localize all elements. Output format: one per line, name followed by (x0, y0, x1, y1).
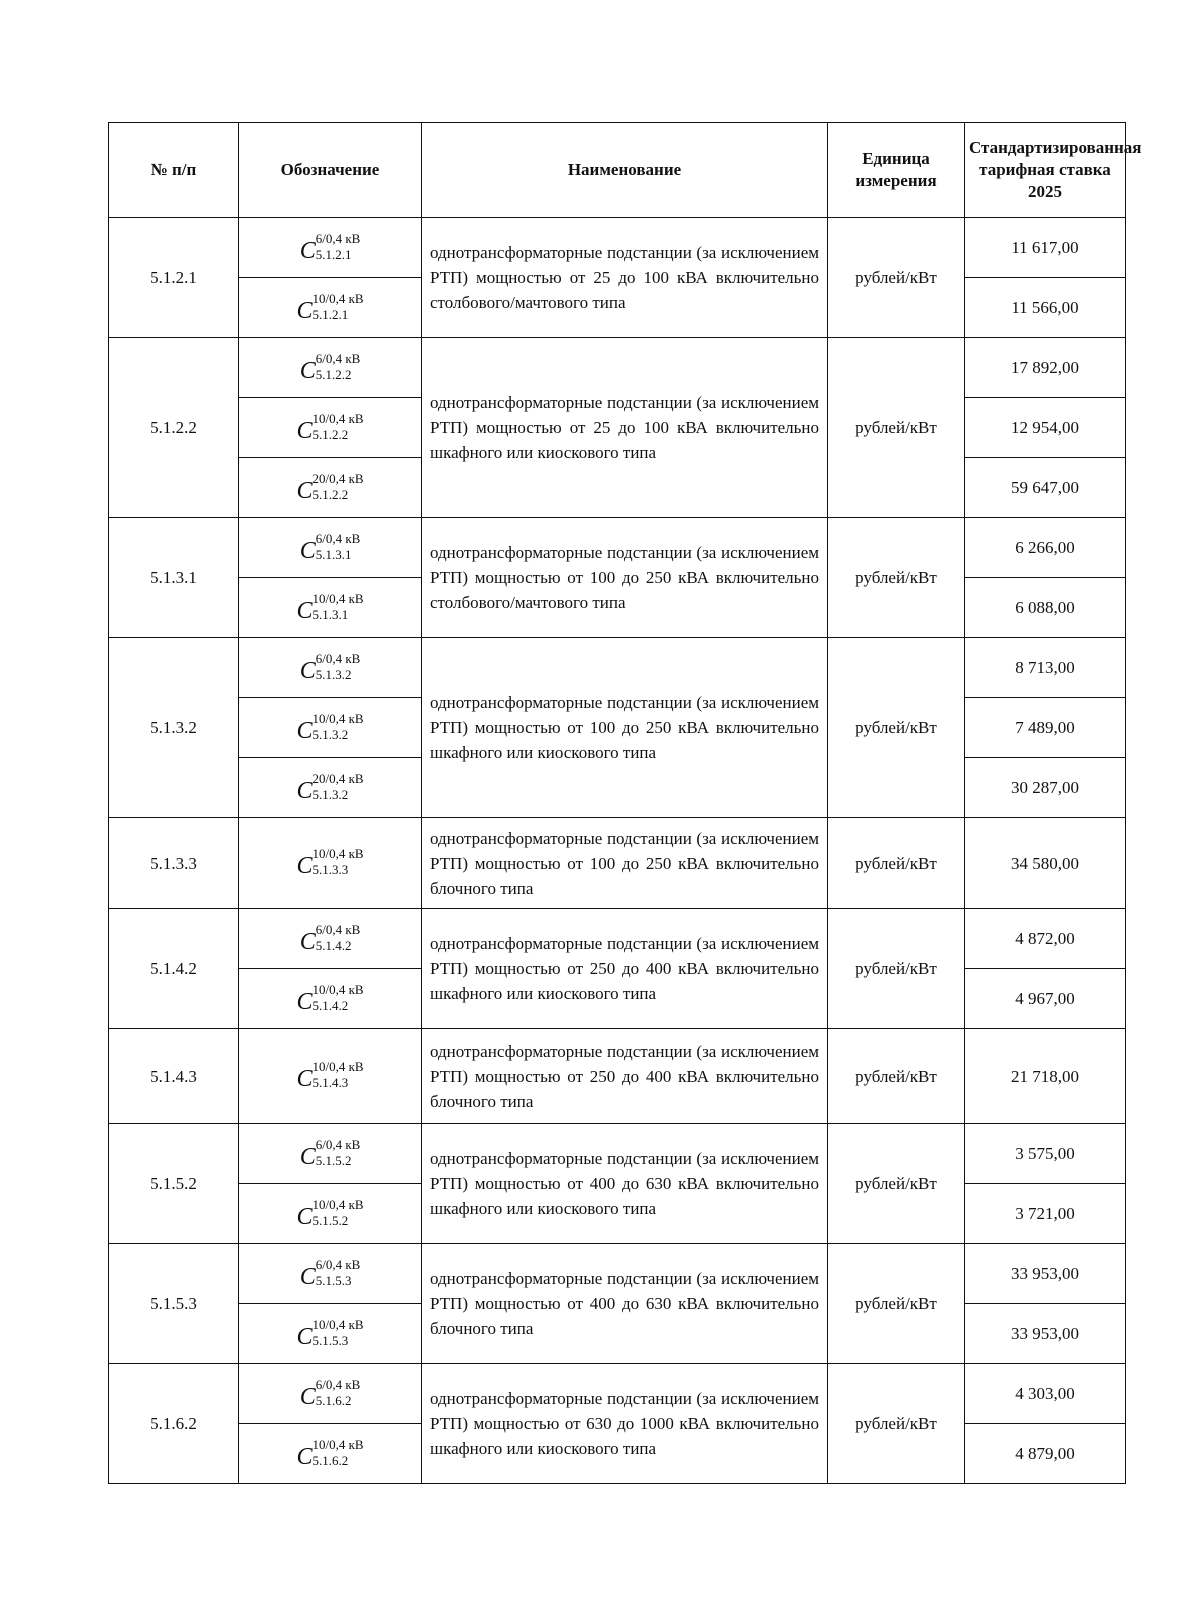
code-subscript: 5.1.6.2 (315, 1392, 352, 1408)
name-cell: однотрансформаторные подстанции (за исключением РТП) мощностью от 400 до 630 кВА включительно блочного типа (422, 1244, 828, 1364)
code-subscript: 5.1.4.2 (312, 997, 349, 1013)
rate-symbol (296, 845, 363, 881)
rate-value: 33 953,00 (965, 1244, 1126, 1304)
symbol-letter: C (296, 1066, 313, 1092)
code-subscript: 5.1.5.3 (312, 1332, 349, 1348)
voltage-superscript: 6/0,4 кВ (315, 1136, 361, 1152)
designation-cell (239, 1304, 422, 1364)
table-row (109, 218, 1126, 278)
rate-symbol (296, 981, 363, 1017)
row-number: 5.1.3.2 (109, 638, 239, 818)
rate-symbol (296, 770, 363, 806)
voltage-superscript: 6/0,4 кВ (315, 650, 361, 666)
rate-value: 59 647,00 (965, 458, 1126, 518)
code-subscript: 5.1.3.2 (312, 726, 349, 742)
rate-value: 8 713,00 (965, 638, 1126, 698)
rate-value: 21 718,00 (965, 1029, 1126, 1124)
designation-cell (239, 578, 422, 638)
designation-cell (239, 458, 422, 518)
symbol-letter: C (299, 237, 316, 264)
code-subscript: 5.1.4.3 (312, 1075, 349, 1090)
rate-value: 7 489,00 (965, 698, 1126, 758)
code-subscript: 5.1.6.2 (312, 1452, 349, 1468)
table-row (109, 338, 1126, 398)
symbol-letter: C (296, 417, 313, 444)
row-number: 5.1.3.3 (109, 818, 239, 909)
unit-cell: рублей/кВт (828, 518, 965, 638)
code-subscript: 5.1.3.2 (312, 786, 349, 802)
voltage-superscript: 20/0,4 кВ (312, 770, 364, 786)
code-subscript: 5.1.4.2 (315, 937, 352, 953)
header-designation: Обозначение (239, 123, 422, 218)
unit-cell: рублей/кВт (828, 338, 965, 518)
rate-symbol (300, 650, 361, 686)
voltage-superscript: 10/0,4 кВ (312, 981, 364, 997)
rate-value: 3 721,00 (965, 1184, 1126, 1244)
code-subscript: 5.1.2.2 (312, 486, 349, 502)
symbol-letter: C (296, 988, 313, 1015)
voltage-superscript: 20/0,4 кВ (312, 470, 364, 486)
symbol-letter: C (299, 1263, 316, 1290)
voltage-superscript: 6/0,4 кВ (315, 921, 361, 937)
designation-cell (239, 398, 422, 458)
symbol-letter: C (296, 853, 313, 879)
rate-value: 11 566,00 (965, 278, 1126, 338)
designation-cell (239, 1029, 422, 1124)
rate-symbol (300, 350, 361, 386)
voltage-superscript: 10/0,4 кВ (312, 410, 364, 426)
symbol-letter: C (299, 928, 316, 955)
table-row (109, 638, 1126, 698)
voltage-superscript: 10/0,4 кВ (312, 1316, 364, 1332)
unit-cell: рублей/кВт (828, 909, 965, 1029)
rate-symbol (296, 1436, 363, 1472)
rate-symbol (296, 1196, 363, 1232)
rate-symbol (300, 921, 361, 957)
voltage-superscript: 6/0,4 кВ (315, 530, 361, 546)
rate-symbol (300, 530, 361, 566)
rate-value: 12 954,00 (965, 398, 1126, 458)
voltage-superscript: 10/0,4 кВ (312, 1059, 364, 1074)
table-row (109, 1364, 1126, 1424)
header-num: № п/п (109, 123, 239, 218)
voltage-superscript: 6/0,4 кВ (315, 230, 361, 246)
rate-symbol (296, 710, 363, 746)
symbol-letter: C (296, 717, 313, 744)
symbol-letter: C (299, 657, 316, 684)
rate-symbol (296, 1058, 363, 1094)
designation-cell (239, 518, 422, 578)
row-number: 5.1.2.1 (109, 218, 239, 338)
name-cell: однотрансформаторные подстанции (за исключением РТП) мощностью от 100 до 250 кВА включительно блочного типа (422, 818, 828, 909)
code-subscript: 5.1.2.1 (315, 246, 352, 262)
symbol-letter: C (296, 477, 313, 504)
code-subscript: 5.1.5.3 (315, 1272, 352, 1288)
row-number: 5.1.5.3 (109, 1244, 239, 1364)
designation-cell (239, 218, 422, 278)
rate-value: 33 953,00 (965, 1304, 1126, 1364)
name-cell: однотрансформаторные подстанции (за исключением РТП) мощностью от 100 до 250 кВА включительно шкафного или киоскового типа (422, 638, 828, 818)
unit-cell: рублей/кВт (828, 1364, 965, 1484)
table-row (109, 818, 1126, 909)
voltage-superscript: 10/0,4 кВ (312, 1436, 364, 1452)
voltage-superscript: 10/0,4 кВ (312, 846, 364, 861)
row-number: 5.1.2.2 (109, 338, 239, 518)
row-number: 5.1.4.2 (109, 909, 239, 1029)
rate-value: 30 287,00 (965, 758, 1126, 818)
code-subscript: 5.1.3.3 (312, 862, 349, 877)
table-row (109, 909, 1126, 969)
code-subscript: 5.1.3.1 (315, 546, 352, 562)
symbol-letter: C (296, 1323, 313, 1350)
voltage-superscript: 10/0,4 кВ (312, 290, 364, 306)
designation-cell (239, 909, 422, 969)
rate-value: 34 580,00 (965, 818, 1126, 909)
unit-cell: рублей/кВт (828, 638, 965, 818)
designation-cell (239, 818, 422, 909)
table-row (109, 1244, 1126, 1304)
code-subscript: 5.1.2.2 (315, 366, 352, 382)
name-cell: однотрансформаторные подстанции (за исключением РТП) мощностью от 100 до 250 кВА включительно столбового/мачтового типа (422, 518, 828, 638)
name-cell: однотрансформаторные подстанции (за исключением РТП) мощностью от 25 до 100 кВА включительно столбового/мачтового типа (422, 218, 828, 338)
code-subscript: 5.1.2.1 (312, 306, 349, 322)
designation-cell (239, 698, 422, 758)
symbol-letter: C (296, 1443, 313, 1470)
symbol-letter: C (299, 1143, 316, 1170)
rate-value: 17 892,00 (965, 338, 1126, 398)
rate-value: 6 088,00 (965, 578, 1126, 638)
designation-cell (239, 1424, 422, 1484)
unit-cell: рублей/кВт (828, 1029, 965, 1124)
header-name: Наименование (422, 123, 828, 218)
header-rate: Стандартизированная тарифная ставка 2025 (965, 123, 1126, 218)
table-row (109, 518, 1126, 578)
rate-symbol (296, 470, 363, 506)
name-cell: однотрансформаторные подстанции (за исключением РТП) мощностью от 250 до 400 кВА включительно шкафного или киоскового типа (422, 909, 828, 1029)
name-cell: однотрансформаторные подстанции (за исключением РТП) мощностью от 250 до 400 кВА включительно блочного типа (422, 1029, 828, 1124)
row-number: 5.1.3.1 (109, 518, 239, 638)
row-number: 5.1.4.3 (109, 1029, 239, 1124)
designation-cell (239, 1184, 422, 1244)
table-header-row (109, 123, 1126, 218)
rate-symbol (296, 410, 363, 446)
unit-cell: рублей/кВт (828, 218, 965, 338)
voltage-superscript: 6/0,4 кВ (315, 1376, 361, 1392)
code-subscript: 5.1.3.2 (315, 666, 352, 682)
rate-value: 4 872,00 (965, 909, 1126, 969)
designation-cell (239, 638, 422, 698)
table-row (109, 1124, 1126, 1184)
voltage-superscript: 6/0,4 кВ (315, 350, 361, 366)
designation-cell (239, 1124, 422, 1184)
symbol-letter: C (296, 597, 313, 624)
name-cell: однотрансформаторные подстанции (за исключением РТП) мощностью от 25 до 100 кВА включительно шкафного или киоскового типа (422, 338, 828, 518)
symbol-letter: C (299, 1383, 316, 1410)
name-cell: однотрансформаторные подстанции (за исключением РТП) мощностью от 400 до 630 кВА включительно шкафного или киоскового типа (422, 1124, 828, 1244)
symbol-letter: C (296, 1203, 313, 1230)
voltage-superscript: 10/0,4 кВ (312, 1196, 364, 1212)
name-cell: однотрансформаторные подстанции (за исключением РТП) мощностью от 630 до 1000 кВА включительно шкафного или киоскового типа (422, 1364, 828, 1484)
table-body (109, 218, 1126, 1484)
symbol-letter: C (299, 357, 316, 384)
rate-symbol (296, 290, 363, 326)
rate-value: 4 967,00 (965, 969, 1126, 1029)
row-number: 5.1.5.2 (109, 1124, 239, 1244)
rate-value: 6 266,00 (965, 518, 1126, 578)
row-number: 5.1.6.2 (109, 1364, 239, 1484)
rate-symbol (300, 1376, 361, 1412)
designation-cell (239, 758, 422, 818)
code-subscript: 5.1.3.1 (312, 606, 349, 622)
designation-cell (239, 338, 422, 398)
rate-symbol (300, 230, 361, 266)
code-subscript: 5.1.5.2 (315, 1152, 352, 1168)
header-unit: Единица измерения (828, 123, 965, 218)
symbol-letter: C (299, 537, 316, 564)
rate-value: 3 575,00 (965, 1124, 1126, 1184)
voltage-superscript: 10/0,4 кВ (312, 710, 364, 726)
voltage-superscript: 10/0,4 кВ (312, 590, 364, 606)
designation-cell (239, 278, 422, 338)
code-subscript: 5.1.5.2 (312, 1212, 349, 1228)
rate-symbol (296, 1316, 363, 1352)
unit-cell: рублей/кВт (828, 1124, 965, 1244)
symbol-letter: C (296, 777, 313, 804)
unit-cell: рублей/кВт (828, 818, 965, 909)
designation-cell (239, 969, 422, 1029)
unit-cell: рублей/кВт (828, 1244, 965, 1364)
table-row (109, 1029, 1126, 1124)
rate-symbol (300, 1136, 361, 1172)
rate-symbol (300, 1256, 361, 1292)
rate-value: 4 879,00 (965, 1424, 1126, 1484)
designation-cell (239, 1244, 422, 1304)
symbol-letter: C (296, 297, 313, 324)
rate-symbol (296, 590, 363, 626)
voltage-superscript: 6/0,4 кВ (315, 1256, 361, 1272)
rate-value: 4 303,00 (965, 1364, 1126, 1424)
tariff-table (108, 122, 1142, 1484)
rate-value: 11 617,00 (965, 218, 1126, 278)
designation-cell (239, 1364, 422, 1424)
code-subscript: 5.1.2.2 (312, 426, 349, 442)
